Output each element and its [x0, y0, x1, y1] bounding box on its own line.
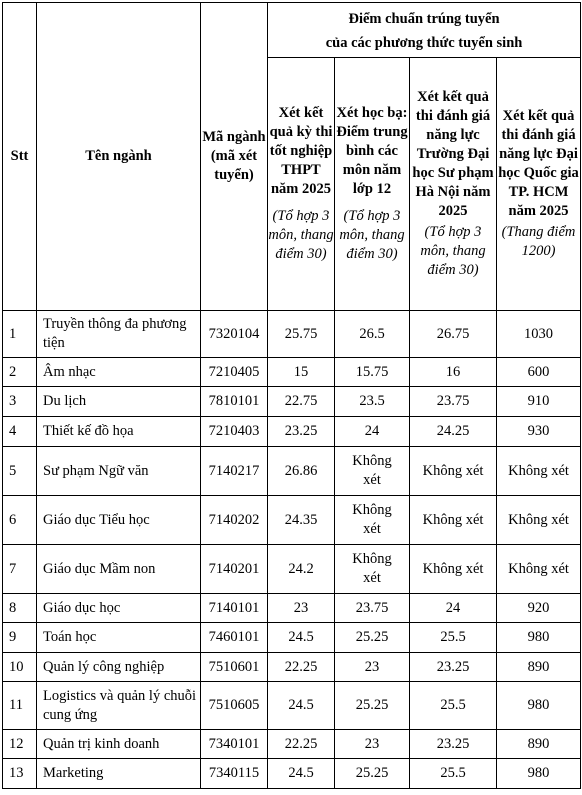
header-stt: Stt — [3, 3, 37, 311]
cell-code: 7140202 — [201, 496, 268, 545]
cell-m4: Không xét — [497, 545, 581, 594]
cell-m4: 890 — [497, 730, 581, 759]
table-row — [3, 358, 581, 387]
group-title-line1: Điểm chuẩn trúng tuyển — [348, 11, 500, 27]
cell-stt: 2 — [3, 358, 37, 387]
cell-stt: 5 — [3, 447, 37, 496]
header-method-3 — [410, 58, 497, 311]
table-row — [3, 653, 581, 682]
table-row — [3, 759, 581, 789]
cell-m1: 15 — [268, 358, 335, 387]
cell-m3: 25.5 — [410, 623, 497, 653]
cell-m4: 890 — [497, 653, 581, 682]
cell-m4: 980 — [497, 682, 581, 730]
cell-m2: 15.75 — [335, 358, 410, 387]
cell-m2: 23.75 — [335, 594, 410, 623]
cell-code: 7210403 — [201, 417, 268, 447]
cell-stt: 13 — [3, 759, 37, 789]
group-title-line2: của các phương thức tuyển sinh — [325, 35, 523, 51]
cell-name: Giáo dục Tiểu học — [37, 496, 201, 545]
cell-code: 7210405 — [201, 358, 268, 387]
cell-m3: 25.5 — [410, 682, 497, 730]
cell-m4: 920 — [497, 594, 581, 623]
cell-name: Thiết kế đồ họa — [37, 417, 201, 447]
header-group-title — [268, 3, 581, 58]
cell-code: 7810101 — [201, 387, 268, 417]
method-2-note: (Tổ hợp 3 môn, thang điểm 30) — [339, 208, 405, 262]
cell-m2: Không xét — [335, 545, 410, 594]
cell-m2: 23.5 — [335, 387, 410, 417]
cell-m3: 24 — [410, 594, 497, 623]
cell-m3: 23.25 — [410, 730, 497, 759]
cell-stt: 1 — [3, 311, 37, 358]
cell-name: Truyền thông đa phương tiện — [37, 311, 201, 358]
cell-name: Du lịch — [37, 387, 201, 417]
header-method-1 — [268, 58, 335, 311]
cell-name: Quản lý công nghiệp — [37, 653, 201, 682]
cell-m3: 23.75 — [410, 387, 497, 417]
method-1-note: (Tổ hợp 3 môn, thang điểm 30) — [268, 208, 334, 262]
cell-m1: 22.25 — [268, 653, 335, 682]
cell-m2: 23 — [335, 730, 410, 759]
cell-stt: 11 — [3, 682, 37, 730]
cell-m1: 22.75 — [268, 387, 335, 417]
cell-code: 7510601 — [201, 653, 268, 682]
cell-name: Giáo dục học — [37, 594, 201, 623]
cell-code: 7460101 — [201, 623, 268, 653]
cell-m3: 16 — [410, 358, 497, 387]
cell-m2: Không xét — [335, 447, 410, 496]
cell-m2: 24 — [335, 417, 410, 447]
cell-code: 7140101 — [201, 594, 268, 623]
cell-code: 7340115 — [201, 759, 268, 789]
cell-m1: 24.5 — [268, 623, 335, 653]
method-4-note: (Thang điểm 1200) — [501, 224, 576, 259]
cell-name: Giáo dục Mầm non — [37, 545, 201, 594]
table-row — [3, 311, 581, 358]
cell-m4: 980 — [497, 759, 581, 789]
cell-m1: 23.25 — [268, 417, 335, 447]
cell-m2: Không xét — [335, 496, 410, 545]
cell-m3: 26.75 — [410, 311, 497, 358]
cell-m4: 600 — [497, 358, 581, 387]
header-method-4 — [497, 58, 581, 311]
cell-stt: 9 — [3, 623, 37, 653]
cell-m4: Không xét — [497, 447, 581, 496]
cell-stt: 7 — [3, 545, 37, 594]
cell-code: 7510605 — [201, 682, 268, 730]
cell-m4: 930 — [497, 417, 581, 447]
table-row — [3, 387, 581, 417]
cell-m3: 24.25 — [410, 417, 497, 447]
cell-code: 7340101 — [201, 730, 268, 759]
cell-m4: 910 — [497, 387, 581, 417]
header-ten-nganh: Tên ngành — [37, 3, 201, 311]
table-row — [3, 417, 581, 447]
cell-m1: 24.5 — [268, 759, 335, 789]
table-row — [3, 594, 581, 623]
method-1-title: Xét kết quả kỳ thi tốt nghiệp THPT năm 2025 — [269, 105, 333, 197]
cell-name: Âm nhạc — [37, 358, 201, 387]
cell-m1: 26.86 — [268, 447, 335, 496]
cell-m3: Không xét — [410, 496, 497, 545]
cell-m4: 980 — [497, 623, 581, 653]
cell-m2: 26.5 — [335, 311, 410, 358]
admission-scores-table — [2, 2, 581, 789]
cell-name: Marketing — [37, 759, 201, 789]
header-method-2 — [335, 58, 410, 311]
cell-m1: 23 — [268, 594, 335, 623]
cell-stt: 12 — [3, 730, 37, 759]
method-3-title: Xét kết quả thi đánh giá năng lực Trường Đại học Sư phạm Hà Nội năm 2025 — [412, 89, 494, 219]
table-row — [3, 447, 581, 496]
cell-code: 7140201 — [201, 545, 268, 594]
table-row — [3, 496, 581, 545]
cell-name: Logistics và quản lý chuỗi cung ứng — [37, 682, 201, 730]
cell-code: 7320104 — [201, 311, 268, 358]
cell-m2: 23 — [335, 653, 410, 682]
cell-m1: 22.25 — [268, 730, 335, 759]
table-row — [3, 730, 581, 759]
method-4-title: Xét kết quả thi đánh giá năng lực Đại học Quốc gia TP. HCM năm 2025 — [498, 108, 579, 219]
cell-m3: Không xét — [410, 447, 497, 496]
cell-stt: 8 — [3, 594, 37, 623]
cell-m1: 24.2 — [268, 545, 335, 594]
cell-name: Quản trị kinh doanh — [37, 730, 201, 759]
cell-m3: Không xét — [410, 545, 497, 594]
cell-stt: 3 — [3, 387, 37, 417]
method-2-title: Xét học bạ: Điểm trung bình các môn năm lớp 12 — [336, 105, 408, 197]
cell-m1: 25.75 — [268, 311, 335, 358]
cell-m2: 25.25 — [335, 623, 410, 653]
cell-m3: 23.25 — [410, 653, 497, 682]
table-row — [3, 623, 581, 653]
table-row — [3, 545, 581, 594]
cell-m1: 24.35 — [268, 496, 335, 545]
cell-m1: 24.5 — [268, 682, 335, 730]
cell-m2: 25.25 — [335, 759, 410, 789]
cell-name: Toán học — [37, 623, 201, 653]
cell-code: 7140217 — [201, 447, 268, 496]
table-row — [3, 682, 581, 730]
cell-stt: 6 — [3, 496, 37, 545]
header-ma-nganh: Mã ngành (mã xét tuyển) — [201, 3, 268, 311]
cell-m4: 1030 — [497, 311, 581, 358]
cell-stt: 10 — [3, 653, 37, 682]
cell-name: Sư phạm Ngữ văn — [37, 447, 201, 496]
cell-m3: 25.5 — [410, 759, 497, 789]
cell-m2: 25.25 — [335, 682, 410, 730]
method-3-note: (Tổ hợp 3 môn, thang điểm 30) — [420, 224, 486, 278]
cell-stt: 4 — [3, 417, 37, 447]
cell-m4: Không xét — [497, 496, 581, 545]
